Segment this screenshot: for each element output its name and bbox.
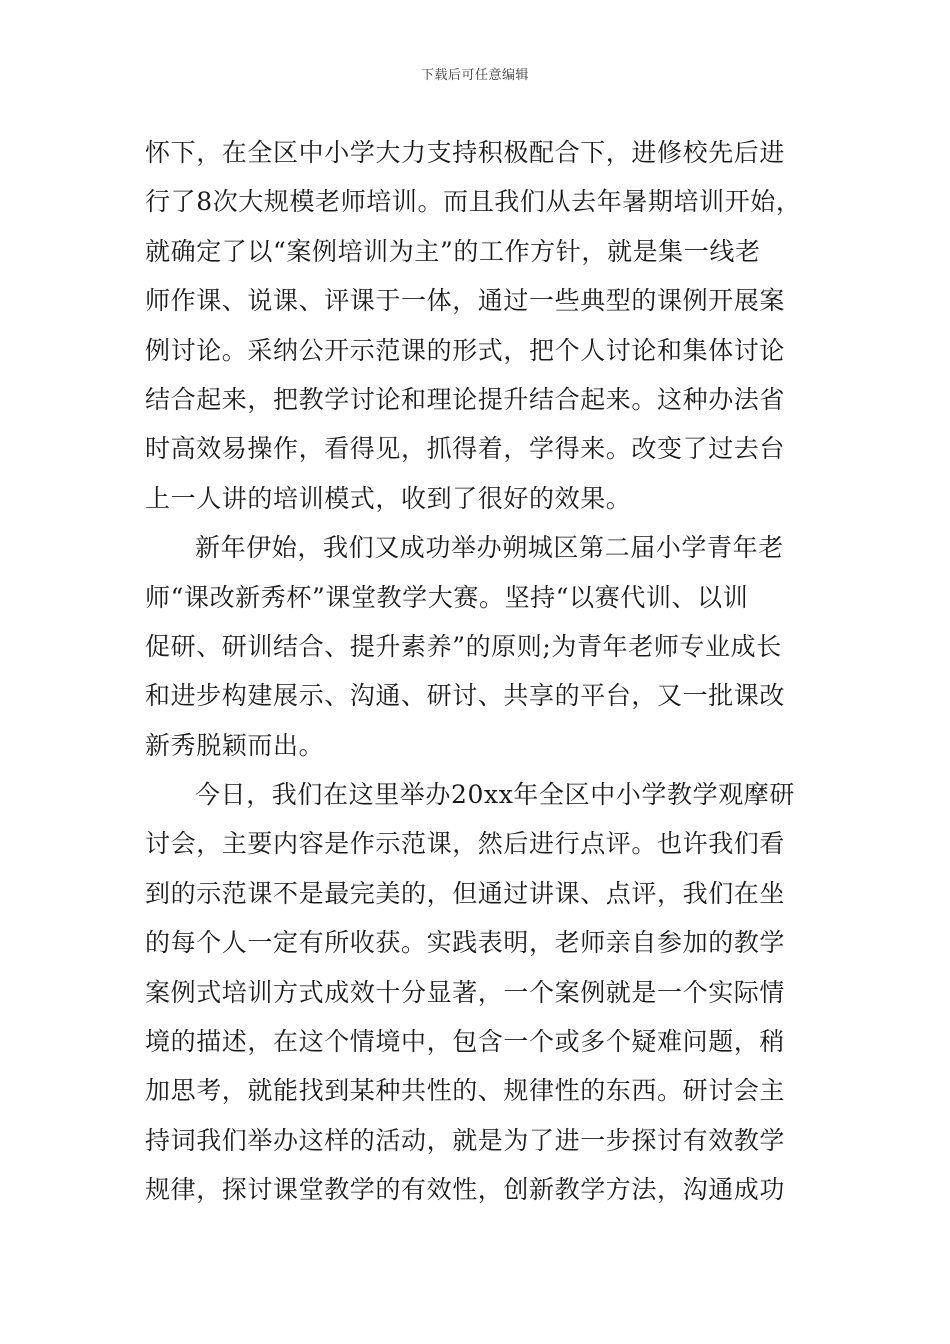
paragraph (145, 770, 810, 1215)
text-line: 到的示范课不是最完美的，但通过讲课、点评，我们在坐 (145, 878, 786, 908)
text-line: 加思考，就能找到某种共性的、规律性的东西。研讨会主 (145, 1076, 786, 1106)
text-line: 促研、研训结合、提升素养”的原则;为青年老师专业成长 (145, 631, 782, 661)
text-line: 怀下，在全区中小学大力支持积极配合下，进修校先后进 (145, 138, 786, 167)
text-line: 的每个人一定有所收获。实践表明，老师亲自参加的教学 (145, 928, 786, 958)
text-line: 新秀脱颖而出。 (145, 730, 325, 760)
paragraph (145, 128, 810, 523)
text-line: 师作课、说课、评课于一体，通过一些典型的课例开展案 (145, 286, 786, 316)
text-line: 规律，探讨课堂教学的有效性，创新教学方法，沟通成功 (145, 1175, 786, 1205)
text-line: 持词我们举办这样的活动，就是为了进一步探讨有效教学 (145, 1125, 786, 1155)
text-line: 案例式培训方式成效十分显著，一个案例就是一个实际情 (145, 977, 786, 1007)
paragraph (145, 523, 810, 770)
text-line: 讨会，主要内容是作示范课，然后进行点评。也许我们看 (145, 829, 786, 859)
text-line: 行了8次大规模老师培训。而且我们从去年暑期培训开始， (145, 187, 802, 217)
page-header: 下载后可任意编辑 (420, 68, 529, 83)
text-line: 例讨论。采纳公开示范课的形式，把个人讨论和集体讨论 (145, 335, 786, 365)
text-line: 新年伊始，我们又成功举办朔城区第二届小学青年老 (195, 533, 784, 563)
document-body (145, 128, 810, 1215)
text-line: 境的描述，在这个情境中，包含一个或多个疑难问题，稍 (145, 1027, 786, 1057)
text-line: 和进步构建展示、沟通、研讨、共享的平台，又一批课改 (145, 681, 786, 711)
text-line: 上一人讲的培训模式，收到了很好的效果。 (145, 483, 632, 513)
text-line: 结合起来，把教学讨论和理论提升结合起来。这种办法省 (145, 384, 786, 414)
text-line: 今日，我们在这里举办20xx年全区中小学教学观摩研 (195, 780, 796, 810)
text-line: 师“课改新秀杯”课堂教学大赛。坚持“以赛代训、以训 (145, 582, 749, 612)
text-line: 时高效易操作，看得见，抓得着，学得来。改变了过去台 (145, 434, 786, 464)
text-line: 就确定了以“案例培训为主”的工作方针，就是集一线老 (145, 236, 761, 266)
